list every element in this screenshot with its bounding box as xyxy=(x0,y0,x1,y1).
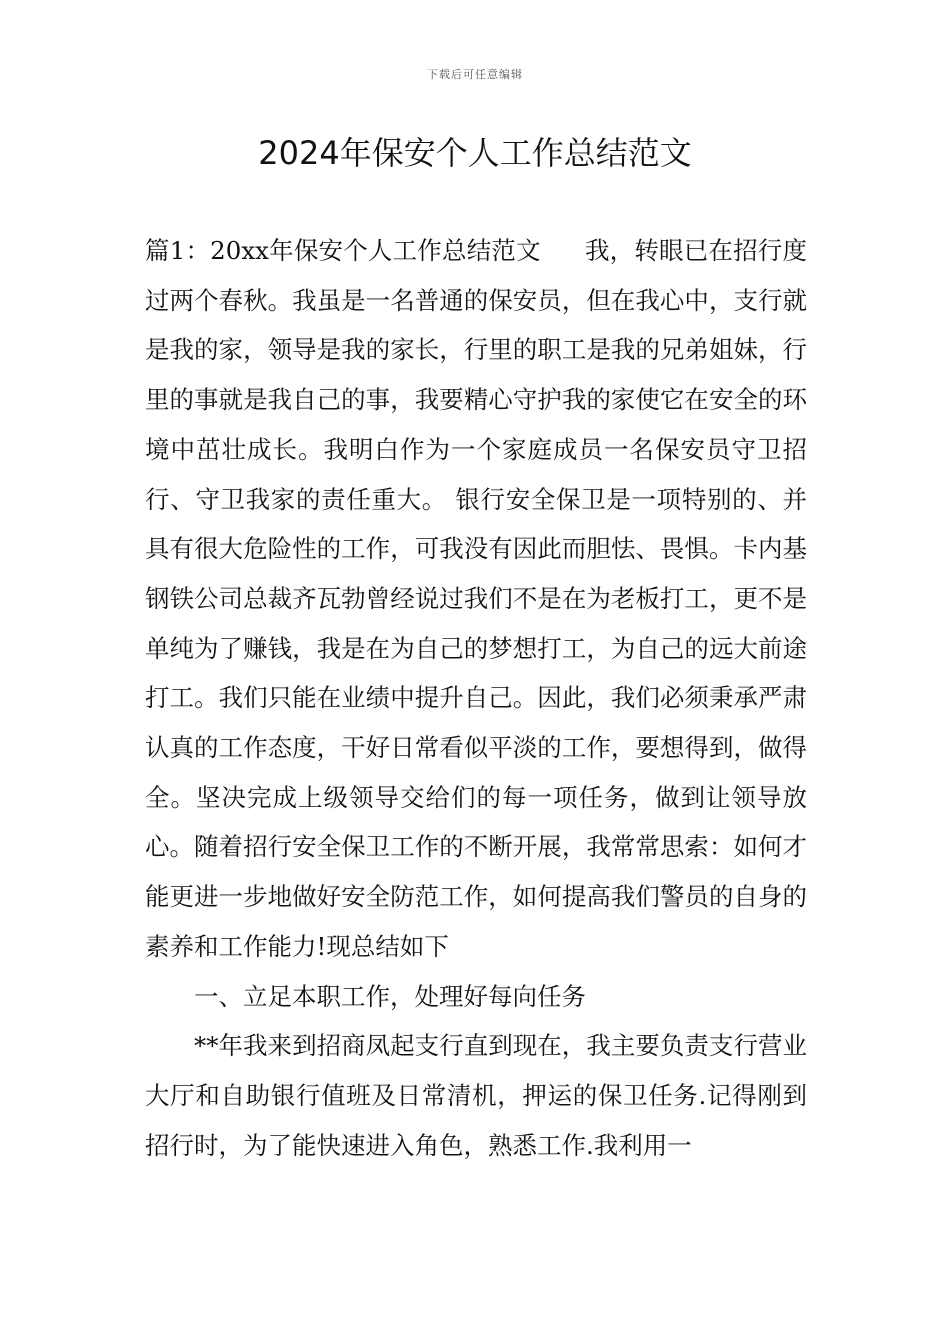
paragraph-intro xyxy=(145,226,807,972)
paragraph: **年我来到招商凤起支行直到现在，我主要负责支行营业大厅和自助银行值班及日常清机，押运的保卫任务.记得刚到招行时，为了能快速进入角色，熟悉工作.我利用一 xyxy=(145,1031,807,1160)
document-body xyxy=(145,226,807,1170)
document-title: 2024年保安个人工作总结范文 xyxy=(258,134,692,172)
header-note: 下载后可任意编辑 xyxy=(427,68,523,81)
paragraph-text: 我，转眼已在招行度过两个春秋。我虽是一名普通的保安员，但在我心中，支行就是我的家，领导是我的家长，行里的职工是我的兄弟姐妹，行里的事就是我自己的事，我要精心守护我的家使它在安全的环境中茁壮成长。我明白作为一个家庭成员一名保安员守卫招行、守卫我家的责任重大。 银行安全保卫是一项特别的、并具有很大危险性的工作，可我没有因此而胆怯、畏惧。卡内基钢铁公司总裁齐瓦勃曾经说过我们不是在为老板打工，更不是单纯为了赚钱，我是在为自己的梦想打工，为自己的远大前途打工。我们只能在业绩中提升自己。因此，我们必须秉承严肃认真的工作态度，干好日常看似平淡的工作，要想得到，做得全。坚决完成上级领导交给们的每一项任务，做到让领导放心。随着招行安全保卫工作的不断开展，我常常思索：如何才能更进一步地做好安全防范工作，如何提高我们警员的自身的素养和工作能力!现总结如下 xyxy=(145,236,808,961)
section-heading: 一、立足本职工作，处理好每向任务 xyxy=(194,981,586,1011)
section-label: 篇1：20xx年保安个人工作总结范文 xyxy=(145,236,541,265)
